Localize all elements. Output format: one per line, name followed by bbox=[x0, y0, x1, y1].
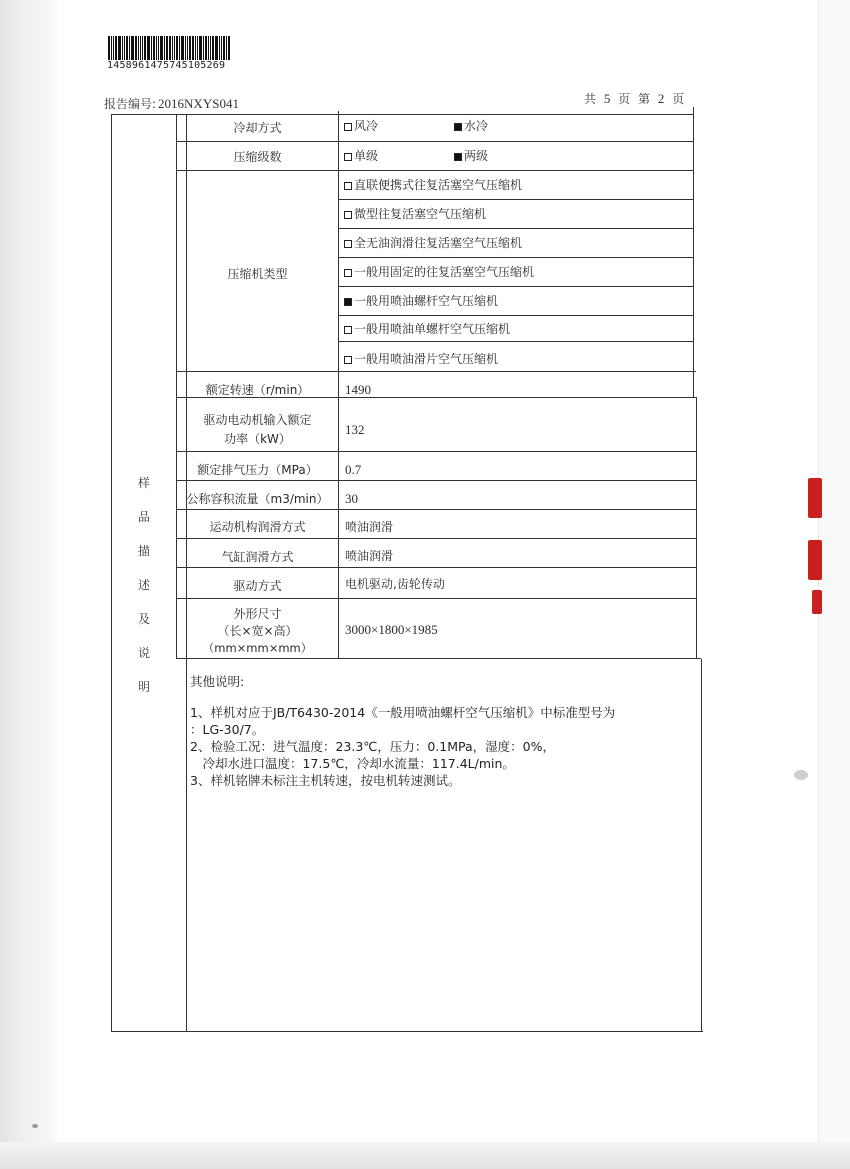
compressor-type-option bbox=[344, 321, 510, 337]
table-border bbox=[186, 114, 187, 1032]
compressor-type-option bbox=[344, 264, 534, 280]
stage-option-single bbox=[344, 148, 378, 164]
rated-speed-label: 额定转速（r/min） bbox=[205, 383, 310, 397]
cylinder-lubrication-value: 喷油润滑 bbox=[345, 549, 394, 563]
table-border bbox=[338, 257, 693, 258]
report-number-value: 2016NXYS041 bbox=[158, 96, 239, 111]
barcode-bar bbox=[208, 36, 209, 60]
side-label-char: 样 bbox=[137, 476, 150, 490]
table-border bbox=[176, 509, 696, 510]
option-label: 风冷 bbox=[354, 119, 379, 133]
barcode-bar bbox=[212, 36, 214, 60]
scan-speck bbox=[32, 1124, 38, 1128]
table-border bbox=[696, 397, 697, 659]
barcode-bar bbox=[115, 36, 117, 60]
scan-shadow-bottom bbox=[0, 1142, 850, 1169]
barcode-bar bbox=[164, 36, 165, 60]
dimensions-value: 3000×1800×1985 bbox=[345, 622, 438, 637]
compressor-type-option bbox=[344, 293, 498, 309]
barcode-bar bbox=[197, 36, 198, 60]
barcode-bar bbox=[142, 36, 143, 60]
barcode-bar bbox=[138, 36, 139, 60]
barcode-bar bbox=[129, 36, 130, 60]
table-border bbox=[176, 141, 693, 142]
barcode-bar bbox=[226, 36, 227, 60]
side-label-char: 品 bbox=[137, 510, 150, 524]
report-number-label: 报告编号: bbox=[104, 97, 157, 111]
checkbox-icon bbox=[344, 269, 352, 277]
notes-line: 2、检验工况：进气温度：23.3℃，压力：0.1MPa，湿度：0%， bbox=[190, 739, 555, 754]
table-border bbox=[693, 107, 694, 397]
page-prefix: 共 bbox=[584, 92, 599, 106]
barcode-bar bbox=[181, 36, 184, 60]
motion-lubrication-label: 运动机构润滑方式 bbox=[209, 520, 306, 534]
option-label: 直联便携式往复活塞空气压缩机 bbox=[354, 178, 523, 192]
scan-shadow-left bbox=[0, 0, 58, 1169]
rated-speed-value: 1490 bbox=[345, 382, 371, 397]
motor-power-label-line2: 功率（kW） bbox=[224, 432, 291, 446]
barcode-bar bbox=[172, 36, 173, 60]
checkbox-icon bbox=[344, 356, 352, 364]
barcode-bar bbox=[135, 36, 137, 60]
option-label: 一般用喷油滑片空气压缩机 bbox=[354, 352, 499, 366]
barcode-bar bbox=[126, 36, 128, 60]
table-border bbox=[338, 199, 693, 200]
table-border bbox=[338, 111, 339, 659]
table-border bbox=[176, 451, 696, 452]
checkbox-icon bbox=[344, 123, 352, 131]
table-border bbox=[701, 659, 702, 1032]
drive-method-label: 驱动方式 bbox=[233, 579, 282, 593]
barcode-bar bbox=[179, 36, 180, 60]
option-label: 一般用喷油螺杆空气压缩机 bbox=[354, 294, 499, 308]
discharge-pressure-value: 0.7 bbox=[345, 462, 362, 477]
barcode-bar bbox=[156, 36, 157, 60]
dimensions-label-line2: （长×宽×高） bbox=[217, 624, 298, 638]
barcode-bar bbox=[158, 36, 159, 60]
compressor-type-option bbox=[344, 235, 522, 251]
side-label-char: 及 bbox=[137, 612, 150, 626]
table-border bbox=[338, 341, 693, 342]
barcode-bar bbox=[113, 36, 114, 60]
table-border bbox=[176, 480, 696, 481]
cylinder-lubrication-label: 气缸润滑方式 bbox=[221, 550, 294, 564]
discharge-pressure-label: 额定排气压力（MPa） bbox=[197, 463, 318, 477]
barcode-bar bbox=[205, 36, 207, 60]
option-label: 水冷 bbox=[464, 119, 489, 133]
page-mid: 页 第 bbox=[618, 92, 652, 106]
table-border bbox=[338, 286, 693, 287]
compressor-type-option bbox=[344, 177, 522, 193]
option-label: 全无油润滑往复活塞空气压缩机 bbox=[354, 236, 523, 250]
side-label-char: 描 bbox=[137, 544, 150, 558]
barcode-bar bbox=[118, 36, 121, 60]
side-label-sample-description bbox=[134, 466, 154, 704]
compressor-type-label: 压缩机类型 bbox=[227, 267, 288, 281]
cooling-method-label: 冷却方式 bbox=[233, 121, 282, 135]
notes-line: ：LG-30/7。 bbox=[190, 722, 265, 737]
report-number bbox=[104, 95, 239, 112]
option-label: 一般用喷油单螺杆空气压缩机 bbox=[354, 322, 511, 336]
table-border bbox=[111, 114, 112, 1032]
motor-power-label-line1: 驱动电动机输入额定 bbox=[203, 413, 312, 427]
barcode-bar bbox=[160, 36, 163, 60]
barcode-bar bbox=[122, 36, 123, 60]
motor-power-value: 132 bbox=[345, 422, 365, 437]
scan-shadow-right bbox=[818, 0, 850, 1142]
table-border bbox=[176, 170, 693, 171]
barcode-bar bbox=[228, 36, 230, 60]
checkbox-checked-icon bbox=[344, 298, 352, 306]
notes-line: 冷却水进口温度：17.5℃，冷却水流量：117.4L/min。 bbox=[190, 756, 515, 771]
stamp-fragment bbox=[812, 590, 822, 614]
barcode-bar bbox=[185, 36, 186, 60]
barcode bbox=[108, 36, 232, 60]
dimensions-label-line3: （mm×mm×mm） bbox=[202, 641, 313, 655]
barcode-bar bbox=[210, 36, 211, 60]
barcode-bar bbox=[174, 36, 175, 60]
stage-option-two bbox=[454, 148, 488, 164]
compression-stages-label: 压缩级数 bbox=[233, 150, 282, 164]
stamp-fragment bbox=[808, 478, 822, 518]
barcode-bar bbox=[108, 36, 110, 60]
table-border bbox=[338, 228, 693, 229]
current-page: 2 bbox=[657, 91, 667, 106]
barcode-bar bbox=[166, 36, 168, 60]
table-border bbox=[176, 567, 696, 568]
barcode-bar bbox=[189, 36, 191, 60]
checkbox-icon bbox=[344, 153, 352, 161]
side-label-char: 述 bbox=[137, 578, 150, 592]
total-pages: 5 bbox=[603, 91, 613, 106]
barcode-bar bbox=[153, 36, 155, 60]
table-border bbox=[338, 315, 693, 316]
checkbox-checked-icon bbox=[454, 123, 462, 131]
table-border bbox=[176, 658, 701, 659]
barcode-bar bbox=[147, 36, 150, 60]
checkbox-icon bbox=[344, 211, 352, 219]
page-indicator bbox=[584, 90, 686, 107]
barcode-bar bbox=[151, 36, 152, 60]
notes-line: 3、样机铭牌未标注主机转速，按电机转速测试。 bbox=[190, 773, 461, 788]
barcode-bar bbox=[140, 36, 141, 60]
option-label: 单级 bbox=[354, 149, 379, 163]
table-border bbox=[176, 371, 696, 372]
checkbox-icon bbox=[344, 240, 352, 248]
volume-flow-value: 30 bbox=[345, 491, 358, 506]
stamp-fragment bbox=[808, 540, 822, 580]
notes-title: 其他说明: bbox=[190, 674, 245, 689]
barcode-bar bbox=[195, 36, 196, 60]
cooling-option-air bbox=[344, 118, 378, 134]
motion-lubrication-value: 喷油润滑 bbox=[345, 520, 394, 534]
checkbox-icon bbox=[344, 182, 352, 190]
notes-line: 1、样机对应于JB/T6430-2014《一般用喷油螺杆空气压缩机》中标准型号为 bbox=[190, 705, 616, 720]
barcode-bar bbox=[131, 36, 134, 60]
barcode-bar bbox=[199, 36, 202, 60]
barcode-bar bbox=[221, 36, 222, 60]
barcode-bar bbox=[215, 36, 218, 60]
drive-method-value: 电机驱动,齿轮传动 bbox=[345, 577, 445, 591]
checkbox-checked-icon bbox=[454, 153, 462, 161]
page-suffix: 页 bbox=[672, 92, 687, 106]
barcode-bar bbox=[144, 36, 146, 60]
barcode-bar bbox=[169, 36, 171, 60]
option-label: 一般用固定的往复活塞空气压缩机 bbox=[354, 265, 535, 279]
cooling-option-water bbox=[454, 118, 488, 134]
scan-speck bbox=[794, 770, 808, 780]
compressor-type-option bbox=[344, 351, 498, 367]
barcode-number: 14589614757451052​69 bbox=[107, 60, 226, 71]
barcode-bar bbox=[187, 36, 188, 60]
compressor-type-option bbox=[344, 206, 486, 222]
table-border bbox=[176, 538, 696, 539]
barcode-bar bbox=[176, 36, 178, 60]
other-notes bbox=[190, 673, 690, 789]
barcode-bar bbox=[111, 36, 112, 60]
option-label: 两级 bbox=[464, 149, 489, 163]
barcode-bar bbox=[223, 36, 225, 60]
side-label-char: 说 bbox=[137, 646, 150, 660]
table-border bbox=[111, 114, 693, 115]
barcode-bar bbox=[203, 36, 204, 60]
table-border bbox=[111, 1031, 703, 1032]
dimensions-label-line1: 外形尺寸 bbox=[233, 607, 282, 621]
option-label: 微型往复活塞空气压缩机 bbox=[354, 207, 487, 221]
table-border bbox=[176, 598, 696, 599]
checkbox-icon bbox=[344, 326, 352, 334]
barcode-bar bbox=[192, 36, 194, 60]
barcode-bar bbox=[219, 36, 220, 60]
side-label-char: 明 bbox=[137, 680, 150, 694]
barcode-bar bbox=[124, 36, 125, 60]
volume-flow-label: 公称容积流量（m3/min） bbox=[186, 492, 329, 506]
